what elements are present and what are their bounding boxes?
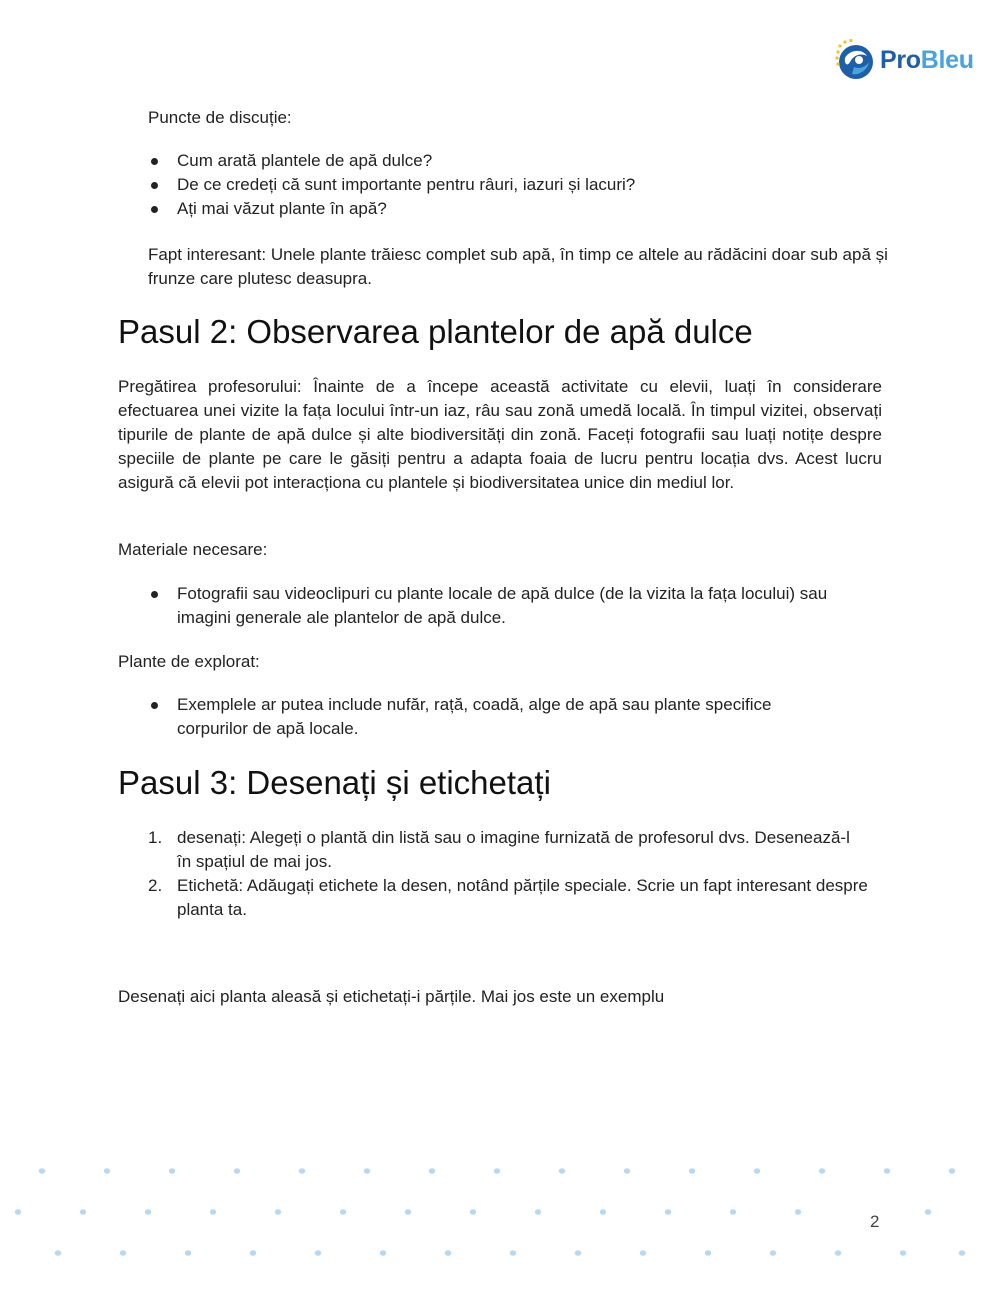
list-item bbox=[148, 173, 888, 197]
list-item bbox=[148, 197, 888, 221]
plants-list bbox=[148, 693, 828, 741]
bullet-icon bbox=[151, 206, 158, 213]
logo-wordmark bbox=[880, 46, 974, 75]
plants-item-text: Exemplele ar putea include nufăr, rață, coadă, alge de apă sau plante specifice corpurilor de apă locale. bbox=[177, 695, 772, 738]
teacher-prep-paragraph: Pregătirea profesorului: Înainte de a începe această activitate cu elevii, luați în considerare efectuarea unei vizite la fața locului într-un iaz, râu sau zonă umedă locală. În timpul vizitei, observați tipurile de plante de apă dulce și alte biodiversități din zonă. Faceți fotografii sau luați notițe despre speciile de plante pe care le găsiți pentru a adapta foaia de lucru pentru locația dvs. Acest lucru asigură că elevii pot interacționa cu plantele și biodiversitatea unice din mediul lor. bbox=[118, 377, 882, 492]
plants-heading: Plante de explorat: bbox=[118, 652, 260, 671]
interesting-fact: Fapt interesant: Unele plante trăiesc complet sub apă, în timp ce altele au rădăcini doar sub apă și frunze care plutesc deasupra. bbox=[148, 245, 888, 288]
step-text: Etichetă: Adăugați etichete la desen, notând părțile speciale. Scrie un fapt interesant despre planta ta. bbox=[177, 876, 868, 919]
discussion-heading: Puncte de discuție: bbox=[148, 108, 292, 127]
discussion-item-text: De ce credeți că sunt importante pentru râuri, iazuri și lacuri? bbox=[177, 175, 636, 194]
list-item bbox=[148, 582, 878, 630]
bullet-icon bbox=[151, 182, 158, 189]
discussion-list bbox=[148, 149, 888, 221]
bullet-icon bbox=[151, 591, 158, 598]
materials-list bbox=[148, 582, 878, 630]
probleu-logo bbox=[832, 38, 974, 82]
steps-list bbox=[148, 826, 868, 922]
decorative-dot-pattern bbox=[0, 1150, 1000, 1260]
step-number: 2. bbox=[148, 876, 163, 895]
probleu-globe-icon bbox=[832, 38, 876, 82]
bullet-icon bbox=[151, 702, 158, 709]
step-number: 1. bbox=[148, 828, 163, 847]
list-item bbox=[148, 826, 868, 874]
logo-text-bleu: Bleu bbox=[920, 45, 974, 74]
list-item bbox=[148, 693, 828, 741]
list-item bbox=[148, 874, 868, 922]
page-number: 2 bbox=[870, 1212, 880, 1231]
discussion-item-text: Ați mai văzut plante în apă? bbox=[177, 199, 387, 218]
materials-heading: Materiale necesare: bbox=[118, 540, 268, 559]
step-text: desenați: Alegeți o plantă din listă sau o imagine furnizată de profesorul dvs. Desenează-l în spațiul de mai jos. bbox=[177, 828, 850, 871]
step3-title: Pasul 3: Desenați și etichetați bbox=[118, 764, 551, 801]
discussion-item-text: Cum arată plantele de apă dulce? bbox=[177, 151, 433, 170]
materials-item-text: Fotografii sau videoclipuri cu plante locale de apă dulce (de la vizita la fața locului) sau imagini generale ale plantelor de apă dulce. bbox=[177, 584, 828, 627]
drawing-instruction: Desenați aici planta aleasă și etichetați-i părțile. Mai jos este un exemplu bbox=[118, 987, 665, 1006]
logo-text-pro: Pro bbox=[880, 45, 921, 74]
step2-title: Pasul 2: Observarea plantelor de apă dulce bbox=[118, 313, 753, 350]
bullet-icon bbox=[151, 158, 158, 165]
list-item bbox=[148, 149, 888, 173]
